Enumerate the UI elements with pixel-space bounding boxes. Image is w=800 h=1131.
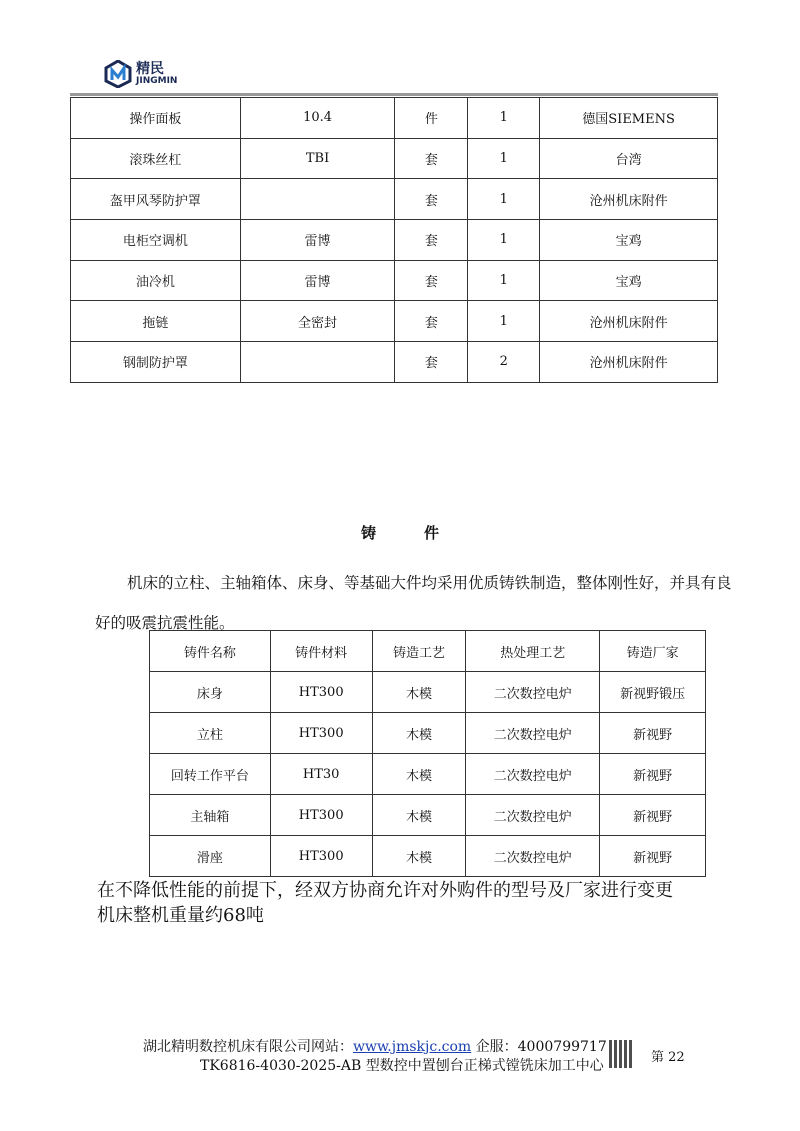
- table-cell: 盔甲风琴防护罩: [71, 179, 241, 220]
- footer-model: TK6816-4030-2025-AB 型数控中置刨台正梯式镗铣床加工中心: [200, 1058, 604, 1074]
- table-cell: 油冷机: [71, 260, 241, 301]
- section-title: 铸件: [360, 524, 487, 542]
- table-cell: 套: [395, 179, 468, 220]
- table-cell: 木模: [372, 713, 466, 754]
- table-cell: 台湾: [540, 138, 718, 179]
- table-cell: 床身: [150, 672, 271, 713]
- table-cell: 木模: [372, 754, 466, 795]
- table-cell: 宝鸡: [540, 260, 718, 301]
- table-row: [71, 342, 718, 383]
- table-cell: 二次数控电炉: [466, 672, 600, 713]
- table-cell: 木模: [372, 795, 466, 836]
- logo-text-cn: 精民: [136, 61, 164, 77]
- footer-company: 湖北精明数控机床有限公司网站：: [143, 1039, 353, 1055]
- table-cell: 2: [468, 342, 540, 383]
- table-cell: 1: [468, 260, 540, 301]
- table-header-cell: 铸件材料: [270, 631, 372, 672]
- castings-intro: 机床的立柱、主轴箱体、床身、等基础大件均采用优质铸铁制造，整体刚性好，并具有良好的吸震抗震性能。: [95, 574, 732, 632]
- table-cell: 套: [395, 342, 468, 383]
- table-cell: 套: [395, 260, 468, 301]
- table-cell: [240, 342, 395, 383]
- table-cell: 雷博: [240, 260, 395, 301]
- table-row: [71, 98, 718, 139]
- table-row: [71, 260, 718, 301]
- logo-icon: [104, 60, 132, 88]
- table-header-cell: 铸造厂家: [600, 631, 706, 672]
- table-row: [71, 220, 718, 261]
- table-row: [71, 179, 718, 220]
- footer-line-1: [143, 1036, 607, 1056]
- table-cell: 套: [395, 301, 468, 342]
- table-cell: 主轴箱: [150, 795, 271, 836]
- table-cell: 套: [395, 138, 468, 179]
- table-cell: 二次数控电炉: [466, 795, 600, 836]
- company-logo: [104, 60, 177, 88]
- table-cell: 1: [468, 98, 540, 139]
- website-link[interactable]: www.jmskjc.com: [353, 1039, 472, 1055]
- table-header-cell: 铸件名称: [150, 631, 271, 672]
- note-substitution: 在不降低性能的前提下，经双方协商允许对外购件的型号及厂家进行变更: [97, 880, 673, 901]
- table-cell: [240, 179, 395, 220]
- table-cell: 1: [468, 301, 540, 342]
- table-cell: 10.4: [240, 98, 395, 139]
- table-cell: 1: [468, 138, 540, 179]
- table-cell: 沧州机床附件: [540, 301, 718, 342]
- table-cell: HT300: [270, 795, 372, 836]
- footer-service: 企服：4000799717: [471, 1039, 607, 1055]
- table-cell: 二次数控电炉: [466, 836, 600, 877]
- table-cell: 全密封: [240, 301, 395, 342]
- table-cell: 新视野: [600, 754, 706, 795]
- castings-table: [149, 630, 706, 877]
- table-cell: 电柜空调机: [71, 220, 241, 261]
- table-cell: 新视野锻压: [600, 672, 706, 713]
- table-cell: 二次数控电炉: [466, 713, 600, 754]
- table-cell: 滑座: [150, 836, 271, 877]
- table-row: [71, 301, 718, 342]
- table-cell: 沧州机床附件: [540, 179, 718, 220]
- table-cell: 回转工作平台: [150, 754, 271, 795]
- table-header-cell: 铸造工艺: [372, 631, 466, 672]
- table-cell: 宝鸡: [540, 220, 718, 261]
- table-cell: TBI: [240, 138, 395, 179]
- page-number: 第 22: [651, 1050, 685, 1065]
- table-cell: 立柱: [150, 713, 271, 754]
- table-header-cell: 热处理工艺: [466, 631, 600, 672]
- table-cell: 德国SIEMENS: [540, 98, 718, 139]
- table-cell: 套: [395, 220, 468, 261]
- table-header-row: [150, 631, 706, 672]
- table-cell: 二次数控电炉: [466, 754, 600, 795]
- table-cell: 1: [468, 179, 540, 220]
- table-cell: 新视野: [600, 836, 706, 877]
- table-cell: 木模: [372, 672, 466, 713]
- table-cell: HT300: [270, 836, 372, 877]
- table-row: [150, 836, 706, 877]
- table-cell: 滚珠丝杠: [71, 138, 241, 179]
- table-row: [150, 672, 706, 713]
- table-cell: 钢制防护罩: [71, 342, 241, 383]
- table-cell: 操作面板: [71, 98, 241, 139]
- table-row: [150, 795, 706, 836]
- table-row: [150, 754, 706, 795]
- parts-table: [70, 97, 718, 383]
- table-cell: 木模: [372, 836, 466, 877]
- table-row: [71, 138, 718, 179]
- table-row: [150, 713, 706, 754]
- table-cell: HT30: [270, 754, 372, 795]
- table-cell: HT300: [270, 713, 372, 754]
- logo-text-en: JINGMIN: [136, 76, 178, 86]
- table-cell: 新视野: [600, 713, 706, 754]
- qr-code-icon: [609, 1040, 633, 1068]
- table-cell: 拖链: [71, 301, 241, 342]
- table-cell: 沧州机床附件: [540, 342, 718, 383]
- header-divider: [70, 93, 718, 96]
- table-cell: HT300: [270, 672, 372, 713]
- table-cell: 件: [395, 98, 468, 139]
- table-cell: 1: [468, 220, 540, 261]
- table-cell: 雷博: [240, 220, 395, 261]
- note-weight: 机床整机重量约68吨: [97, 905, 264, 926]
- table-cell: 新视野: [600, 795, 706, 836]
